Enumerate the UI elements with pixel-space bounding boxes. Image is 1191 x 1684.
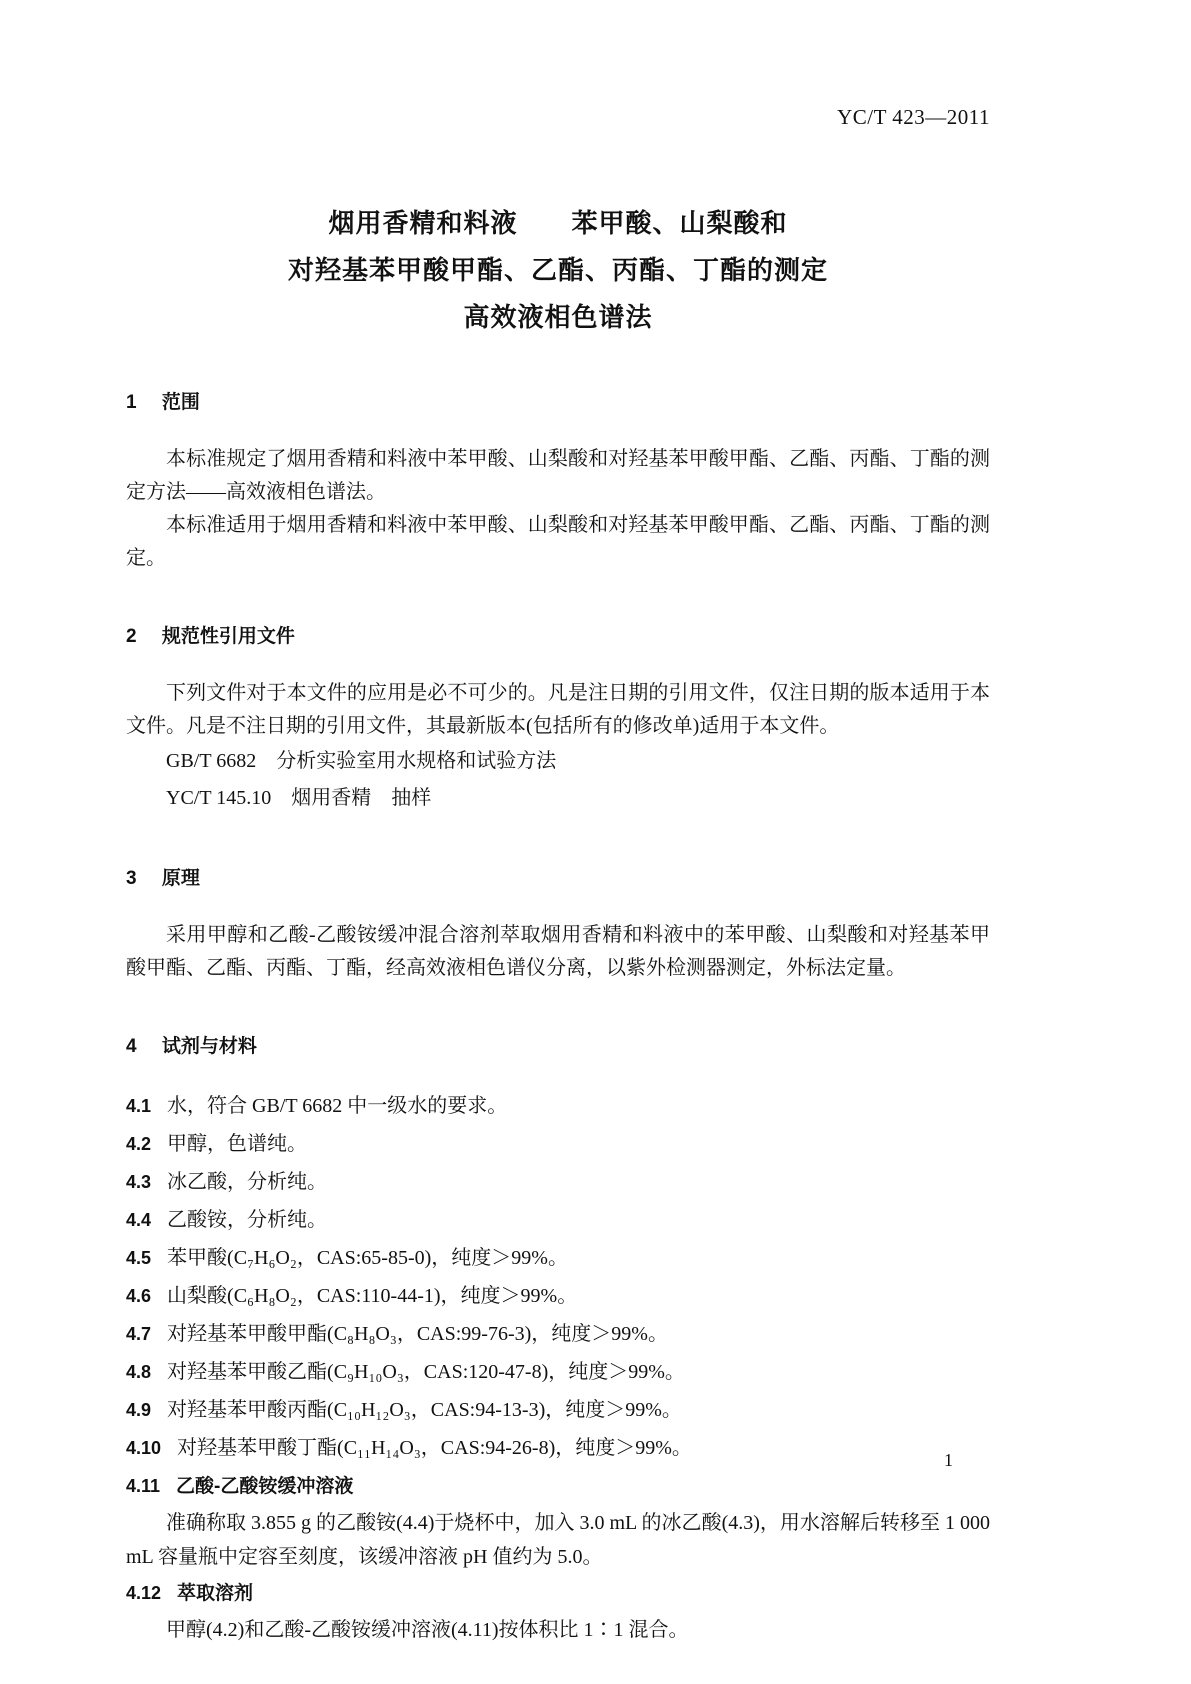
list-item: [126, 1239, 990, 1277]
section-number: 2: [126, 626, 137, 647]
paragraph: 准确称取 3.855 g 的乙酸铵(4.4)于烧杯中，加入 3.0 mL 的冰乙酸(4.3)，用水溶解后转移至 1 000 mL 容量瓶中定容至刻度，该缓冲溶液 pH 值约为 5.0。: [126, 1512, 990, 1568]
item-number: 4.10: [126, 1438, 162, 1458]
item-text: 对羟基苯甲酸乙酯(C₉H₁₀O₃，CAS:120-47-8)，纯度＞99%。: [167, 1361, 685, 1383]
section-title: 范围: [161, 392, 200, 413]
section-3-heading: [126, 867, 990, 891]
normative-reference: GB/T 6682 分析实验室用水规格和试验方法: [166, 750, 557, 772]
page-number: 1: [944, 1450, 953, 1470]
item-number: 4.9: [126, 1400, 152, 1420]
title-line-2: 对羟基苯甲酸甲酯、乙酯、丙酯、丁酯的测定: [287, 256, 828, 285]
normative-reference: YC/T 145.10 烟用香精 抽样: [166, 787, 432, 809]
item-text: 对羟基苯甲酸甲酯(C₈H₈O₃，CAS:99-76-3)，纯度＞99%。: [167, 1323, 668, 1345]
paragraph: 采用甲醇和乙酸-乙酸铵缓冲混合溶剂萃取烟用香精和料液中的苯甲酸、山梨酸和对羟基苯甲酸甲酯、乙酯、丙酯、丁酯，经高效液相色谱仪分离，以紫外检测器测定，外标法定量。: [126, 924, 990, 979]
paragraph: 甲醇(4.2)和乙酸-乙酸铵缓冲溶液(4.11)按体积比 1∶1 混合。: [166, 1619, 689, 1641]
section-number: 3: [126, 868, 137, 889]
list-item: [126, 1315, 990, 1353]
title-line-3: 高效液相色谱法: [463, 303, 653, 332]
item-number: 4.7: [126, 1324, 152, 1344]
item-text: 山梨酸(C₆H₈O₂，CAS:110-44-1)，纯度＞99%。: [167, 1285, 578, 1307]
standard-number: YC/T 423—2011: [837, 105, 990, 129]
item-text: 水，符合 GB/T 6682 中一级水的要求。: [167, 1095, 508, 1117]
item-number: 4.11: [126, 1476, 161, 1496]
reagent-list: [126, 1087, 990, 1647]
item-label: 萃取溶剂: [177, 1583, 254, 1604]
list-item: [126, 1163, 990, 1201]
list-item: [126, 1125, 990, 1163]
title-line-1: 烟用香精和料液 苯甲酸、山梨酸和: [328, 209, 788, 238]
section-number: 1: [126, 392, 137, 413]
list-item: [126, 1353, 990, 1391]
list-item: [126, 1574, 990, 1613]
item-number: 4.1: [126, 1096, 152, 1116]
item-text: 甲醇，色谱纯。: [167, 1133, 308, 1155]
paragraph: 下列文件对于本文件的应用是必不可少的。凡是注日期的引用文件，仅注日期的版本适用于本文件。凡是不注日期的引用文件，其最新版本(包括所有的修改单)适用于本文件。: [126, 682, 990, 737]
list-item: [126, 1201, 990, 1239]
item-text: 苯甲酸(C₇H₆O₂，CAS:65-85-0)，纯度＞99%。: [167, 1247, 568, 1269]
document-title: [126, 200, 990, 341]
section-title: 规范性引用文件: [161, 626, 295, 647]
item-number: 4.12: [126, 1583, 162, 1603]
list-item: [126, 1429, 990, 1467]
section-2-heading: [126, 625, 990, 649]
item-number: 4.6: [126, 1286, 152, 1306]
item-text: 冰乙酸，分析纯。: [167, 1171, 328, 1193]
section-4-heading: [126, 1035, 990, 1059]
item-number: 4.2: [126, 1134, 152, 1154]
section-number: 4: [126, 1036, 137, 1057]
list-item: [126, 1087, 990, 1125]
list-item: [126, 1467, 990, 1506]
list-item: [126, 1277, 990, 1315]
item-text: 对羟基苯甲酸丁酯(C₁₁H₁₄O₃，CAS:94-26-8)，纯度＞99%。: [177, 1437, 692, 1459]
item-label: 乙酸-乙酸铵缓冲溶液: [176, 1476, 354, 1497]
section-1-heading: [126, 391, 990, 415]
section-title: 试剂与材料: [161, 1036, 257, 1057]
section-title: 原理: [161, 868, 200, 889]
item-number: 4.8: [126, 1362, 152, 1382]
item-number: 4.5: [126, 1248, 152, 1268]
item-text: 乙酸铵，分析纯。: [167, 1209, 328, 1231]
paragraph: 本标准规定了烟用香精和料液中苯甲酸、山梨酸和对羟基苯甲酸甲酯、乙酯、丙酯、丁酯的测定方法——高效液相色谱法。: [126, 448, 990, 503]
item-number: 4.3: [126, 1172, 152, 1192]
list-item: [126, 1391, 990, 1429]
item-number: 4.4: [126, 1210, 152, 1230]
item-text: 对羟基苯甲酸丙酯(C₁₀H₁₂O₃，CAS:94-13-3)，纯度＞99%。: [167, 1399, 682, 1421]
paragraph: 本标准适用于烟用香精和料液中苯甲酸、山梨酸和对羟基苯甲酸甲酯、乙酯、丙酯、丁酯的测定。: [126, 514, 990, 569]
